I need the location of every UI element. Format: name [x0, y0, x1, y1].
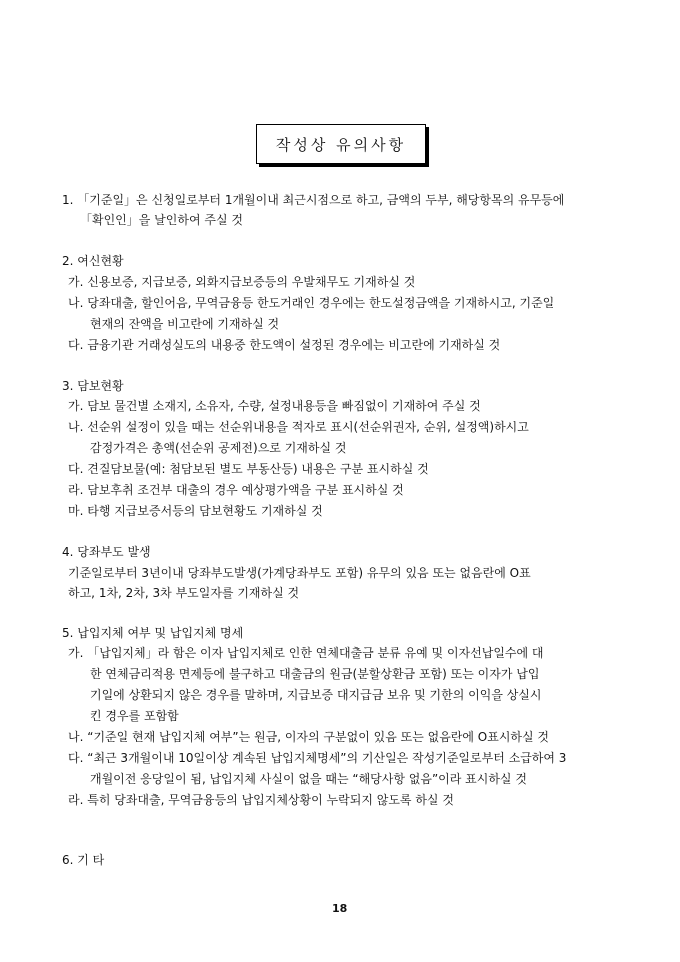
- section-3-item: 나. 선순위 설정이 있을 때는 선순위내용을 적자로 표시(선순위권자, 순위, 설정액)하시고: [68, 420, 529, 434]
- section-5-item: 개월이전 응당일이 됨, 납입지체 사실이 없을 때는 “해당사항 없음”이라 표시하실 것: [90, 772, 527, 786]
- section-5-item: 기일에 상환되지 않은 경우를 말하며, 지급보증 대지급금 보유 및 기한의 이익을 상실시: [90, 688, 542, 702]
- section-1-continuation: 「확인인」을 날인하여 주실 것: [80, 213, 243, 227]
- section-5-item: 나. “기준일 현재 납입지체 여부”는 원금, 이자의 구분없이 있음 또는 없음란에 O표시하실 것: [68, 730, 550, 744]
- section-4-item: 기준일로부터 3년이내 당좌부도발생(가계당좌부도 포함) 유무의 있음 또는 없음란에 O표: [68, 566, 531, 580]
- section-3-item: 라. 담보후취 조건부 대출의 경우 예상평가액을 구분 표시하실 것: [68, 483, 404, 497]
- section-2-item: 가. 신용보증, 지급보증, 외화지급보증등의 우발채무도 기재하실 것: [68, 275, 416, 289]
- section-3-item: 가. 담보 물건별 소재지, 소유자, 수량, 설정내용등을 빠짐없이 기재하여 주실 것: [68, 399, 481, 413]
- section-1-heading: 1. 「기준일」은 신청일로부터 1개월이내 최근시점으로 하고, 금액의 두부, 해당항목의 유무등에: [62, 193, 565, 207]
- section-5-heading: 5. 납입지체 여부 및 납입지체 명세: [62, 626, 244, 640]
- section-6-heading: 6. 기 타: [62, 853, 105, 867]
- section-3-item: 마. 타행 지급보증서등의 담보현황도 기재하실 것: [68, 504, 323, 518]
- section-5-item: 라. 특히 당좌대출, 무역금융등의 납입지체상황이 누락되지 않도록 하실 것: [68, 793, 454, 807]
- section-2-item: 다. 금융기관 거래성실도의 내용중 한도액이 설정된 경우에는 비고란에 기재하실 것: [68, 338, 501, 352]
- section-4-heading: 4. 당좌부도 발생: [62, 545, 151, 559]
- section-5-item: 다. “최근 3개월이내 10일이상 계속된 납입지체명세”의 기산일은 작성기준일로부터 소급하여 3: [68, 751, 567, 765]
- section-3-item: 감정가격은 총액(선순위 공제전)으로 기재하실 것: [90, 441, 347, 455]
- section-3-item: 다. 견질담보물(예: 첨담보된 별도 부동산등) 내용은 구분 표시하실 것: [68, 462, 429, 476]
- section-5-item: 한 연체금리적용 면제등에 불구하고 대출금의 원금(분할상환금 포함) 또는 이자가 납입: [90, 667, 540, 681]
- section-4-item: 하고, 1차, 2차, 3차 부도일자를 기재하실 것: [68, 586, 300, 600]
- section-3-heading: 3. 담보현황: [62, 379, 124, 393]
- section-5-item: 킨 경우를 포함함: [90, 709, 179, 723]
- section-5-item: 가. 「납입지체」라 함은 이자 납입지체로 인한 연체대출금 분류 유예 및 이자선납일수에 대: [68, 646, 544, 660]
- page-number: 18: [332, 902, 348, 915]
- document-title: 작성상 유의사항: [256, 124, 426, 164]
- section-2-item: 나. 당좌대출, 할인어음, 무역금융등 한도거래인 경우에는 한도설정금액을 기재하시고, 기준일: [68, 296, 555, 310]
- section-2-heading: 2. 여신현황: [62, 254, 124, 268]
- section-2-item: 현재의 잔액을 비고란에 기재하실 것: [90, 317, 280, 331]
